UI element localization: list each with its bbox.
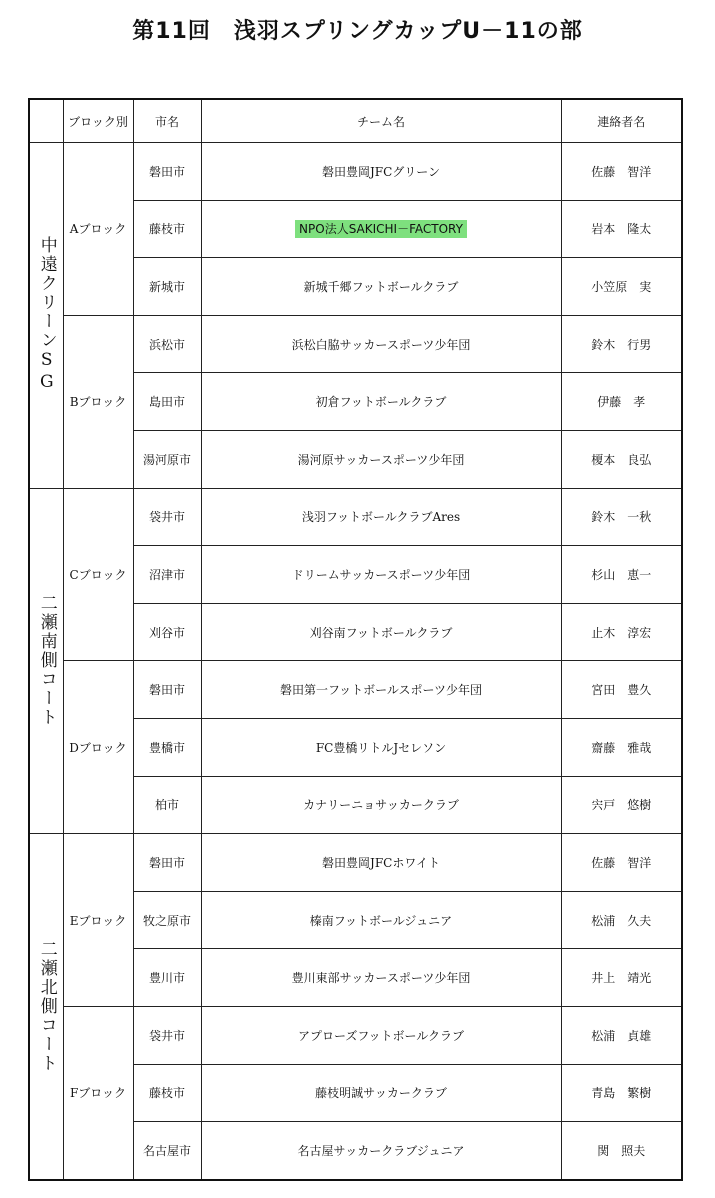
city-cell: 島田市 [133, 373, 201, 431]
contact-cell: 井上 靖光 [561, 949, 682, 1007]
contact-cell: 止木 淳宏 [561, 603, 682, 661]
table-row [29, 143, 682, 201]
team-cell: 浅羽フットボールクラブAres [201, 488, 561, 546]
table-row [29, 315, 682, 373]
table-row [29, 1006, 682, 1064]
city-cell: 浜松市 [133, 315, 201, 373]
venue-label: 中遠クリーンSG [29, 143, 63, 489]
city-cell: 藤枝市 [133, 1064, 201, 1122]
city-cell: 袋井市 [133, 488, 201, 546]
header-contact: 連絡者名 [561, 99, 682, 143]
team-cell: 湯河原サッカースポーツ少年団 [201, 430, 561, 488]
city-cell: 柏市 [133, 776, 201, 834]
city-cell: 袋井市 [133, 1006, 201, 1064]
highlighted-team-name: NPO法人SAKICHI－FACTORY [295, 220, 467, 238]
contact-cell: 齋藤 雅哉 [561, 718, 682, 776]
city-cell: 名古屋市 [133, 1122, 201, 1180]
team-cell: 新城千郷フットボールクラブ [201, 258, 561, 316]
city-cell: 刈谷市 [133, 603, 201, 661]
team-cell: 磐田豊岡JFCグリーン [201, 143, 561, 201]
team-roster-table [28, 98, 683, 1181]
team-cell [201, 200, 561, 258]
header-team: チーム名 [201, 99, 561, 143]
contact-cell: 伊藤 孝 [561, 373, 682, 431]
city-cell: 沼津市 [133, 546, 201, 604]
table-row [29, 661, 682, 719]
team-cell: 磐田第一フットボールスポーツ少年団 [201, 661, 561, 719]
contact-cell: 松浦 貞雄 [561, 1006, 682, 1064]
city-cell: 藤枝市 [133, 200, 201, 258]
block-label: Cブロック [63, 488, 133, 661]
contact-cell: 鈴木 一秋 [561, 488, 682, 546]
table-row [29, 834, 682, 892]
city-cell: 豊橋市 [133, 718, 201, 776]
team-cell: 初倉フットボールクラブ [201, 373, 561, 431]
contact-cell: 佐藤 智洋 [561, 143, 682, 201]
city-cell: 磐田市 [133, 834, 201, 892]
contact-cell: 宮田 豊久 [561, 661, 682, 719]
table-row [29, 488, 682, 546]
header-corner [29, 99, 63, 143]
city-cell: 磐田市 [133, 143, 201, 201]
city-cell: 牧之原市 [133, 891, 201, 949]
contact-cell: 関 照夫 [561, 1122, 682, 1180]
city-cell: 磐田市 [133, 661, 201, 719]
header-city: 市名 [133, 99, 201, 143]
contact-cell: 小笠原 実 [561, 258, 682, 316]
contact-cell: 青島 繁樹 [561, 1064, 682, 1122]
header-block: ブロック別 [63, 99, 133, 143]
team-cell: FC豊橋リトルJセレソン [201, 718, 561, 776]
city-cell: 新城市 [133, 258, 201, 316]
team-cell: ドリームサッカースポーツ少年団 [201, 546, 561, 604]
venue-label: 二瀬南側コート [29, 488, 63, 834]
venue-label: 二瀬北側コート [29, 834, 63, 1180]
block-label: Eブロック [63, 834, 133, 1007]
header-row [29, 99, 682, 143]
block-label: Dブロック [63, 661, 133, 834]
team-cell: 豊川東部サッカースポーツ少年団 [201, 949, 561, 1007]
team-cell: 藤枝明誠サッカークラブ [201, 1064, 561, 1122]
contact-cell: 榎本 良弘 [561, 430, 682, 488]
block-label: Aブロック [63, 143, 133, 316]
team-cell: 刈谷南フットボールクラブ [201, 603, 561, 661]
contact-cell: 松浦 久夫 [561, 891, 682, 949]
contact-cell: 岩本 隆太 [561, 200, 682, 258]
block-label: Fブロック [63, 1006, 133, 1179]
block-label: Bブロック [63, 315, 133, 488]
contact-cell: 杉山 恵一 [561, 546, 682, 604]
team-cell: アプローズフットボールクラブ [201, 1006, 561, 1064]
team-cell: 榛南フットボールジュニア [201, 891, 561, 949]
contact-cell: 宍戸 悠樹 [561, 776, 682, 834]
team-cell: カナリーニョサッカークラブ [201, 776, 561, 834]
team-cell: 磐田豊岡JFCホワイト [201, 834, 561, 892]
contact-cell: 佐藤 智洋 [561, 834, 682, 892]
team-cell: 名古屋サッカークラブジュニア [201, 1122, 561, 1180]
city-cell: 豊川市 [133, 949, 201, 1007]
contact-cell: 鈴木 行男 [561, 315, 682, 373]
team-cell: 浜松白脇サッカースポーツ少年団 [201, 315, 561, 373]
page-title: 第11回 浅羽スプリングカップU－11の部 [132, 19, 583, 44]
city-cell: 湯河原市 [133, 430, 201, 488]
